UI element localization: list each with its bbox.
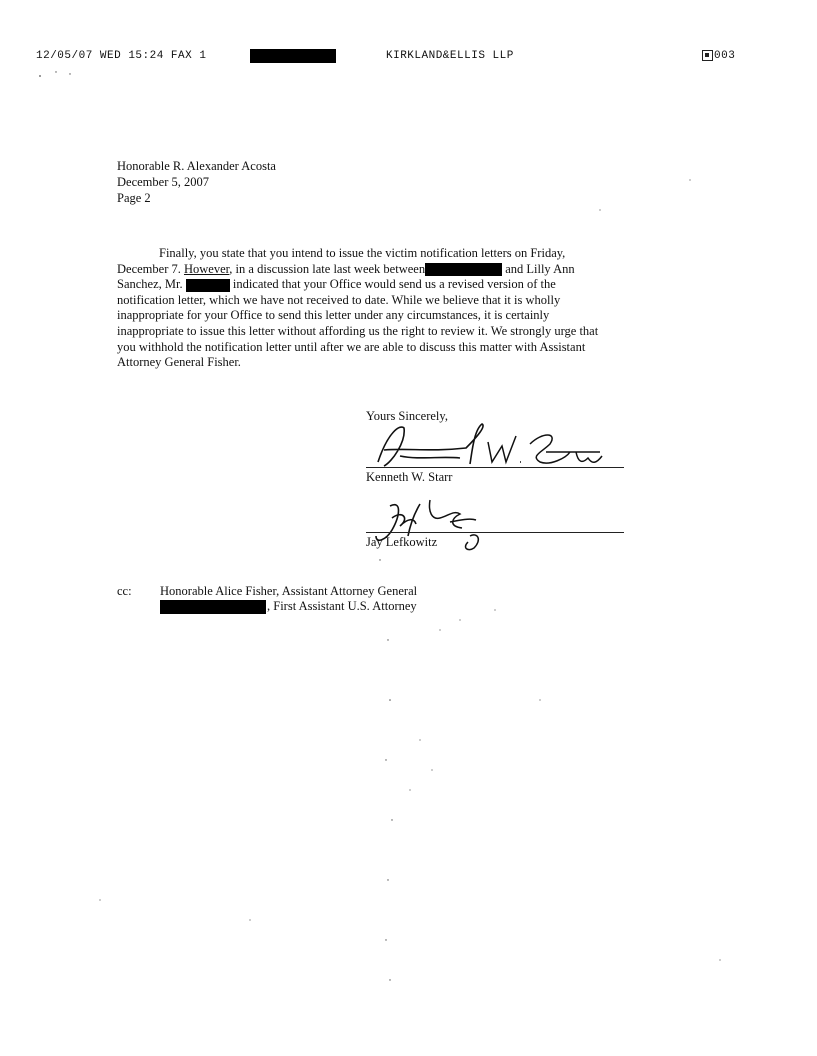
body-line: [117, 262, 717, 278]
signer-name: Kenneth W. Starr: [366, 470, 453, 484]
body-text: December 7.: [117, 261, 181, 276]
body-line: Finally, you state that you intend to issue the victim notification letters on Friday,: [159, 246, 566, 260]
closing-line: Yours Sincerely,: [366, 409, 448, 423]
signature-starr: [370, 422, 630, 470]
signer-name: Jay Lefkowitz: [366, 535, 438, 549]
body-text: , in a discussion late last week between: [229, 261, 426, 276]
body-text: Sanchez, Mr.: [117, 277, 183, 292]
body-line: Attorney General Fisher.: [117, 355, 241, 370]
page-label: Page 2: [117, 191, 151, 205]
fax-page-number: [702, 50, 736, 64]
fax-page-value: 003: [714, 50, 736, 62]
cc-recipient: Honorable Alice Fisher, Assistant Attorney General: [160, 584, 418, 598]
body-text: indicated that your Office would send us a revised version of the: [232, 277, 556, 292]
cc-recipient: [160, 599, 417, 614]
body-line: you withhold the notification letter until after we are able to discuss this matter with Assistant: [117, 339, 586, 354]
signature-line: [366, 532, 624, 533]
redaction-box: [425, 263, 502, 276]
redaction-box: [160, 600, 266, 614]
fax-header: [36, 50, 796, 66]
letter-date: December 5, 2007: [117, 175, 209, 189]
body-text: and Lilly Ann: [505, 261, 575, 276]
cc-text: , First Assistant U.S. Attorney: [267, 599, 417, 613]
body-line: inappropriate to issue this letter without affording us the right to review it. We strongly urge that: [117, 323, 599, 338]
signature-line: [366, 467, 624, 468]
cc-label: cc:: [117, 584, 132, 598]
body-line: [117, 277, 717, 293]
body-line: notification letter, which we have not received to date. While we believe that it is wholly: [117, 292, 561, 307]
recipient-name: Honorable R. Alexander Acosta: [117, 159, 276, 173]
body-paragraph: [117, 246, 717, 371]
fax-box-icon: [702, 50, 713, 61]
body-line: inappropriate for your Office to send this letter under any circumstances, it is certainly: [117, 308, 550, 323]
fax-firm-name: KIRKLAND&ELLIS LLP: [386, 50, 514, 62]
redaction-box: [186, 279, 230, 292]
address-block: [117, 158, 276, 206]
redaction-box: [250, 49, 336, 63]
fax-datetime: 12/05/07 WED 15:24 FAX 1: [36, 50, 207, 62]
body-text: However: [183, 261, 230, 276]
